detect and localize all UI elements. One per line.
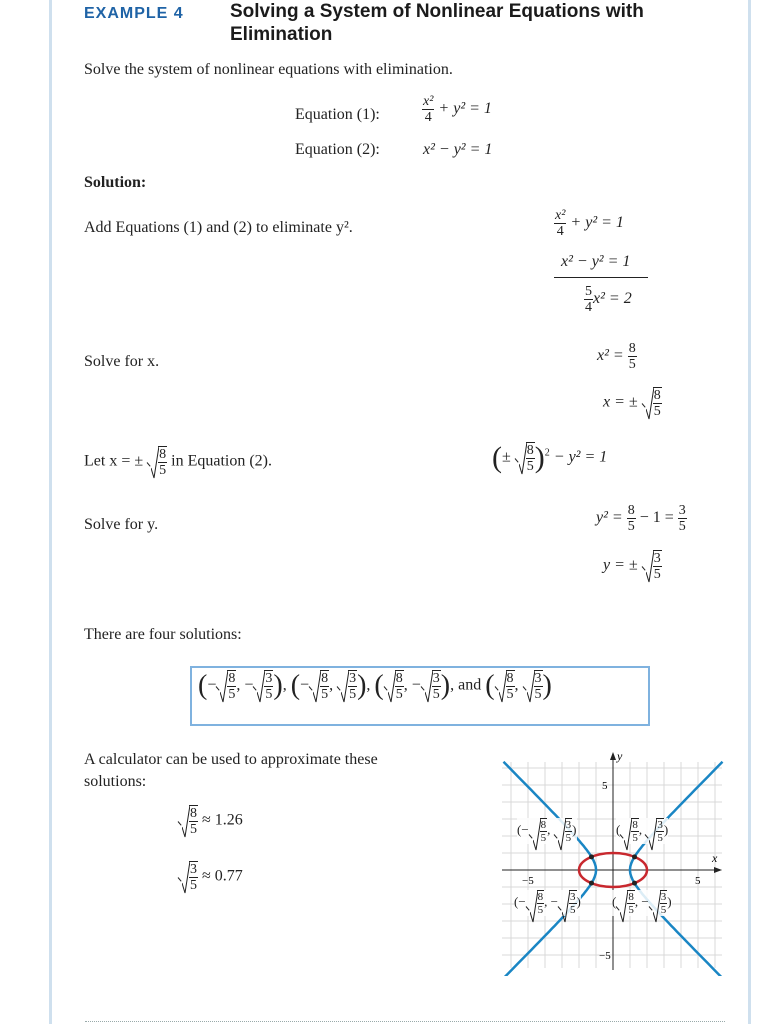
x2-eq (597, 341, 637, 372)
work-line3-den: 4 (585, 300, 592, 315)
four-solutions-text: There are four solutions: (84, 626, 242, 643)
y-eq (603, 550, 662, 582)
work-line1-den: 4 (556, 224, 564, 239)
y-axis-label: y (617, 749, 623, 763)
y2-eq-mid: − 1 = (639, 509, 674, 527)
sub-rest: − y² = 1 (553, 448, 608, 466)
intersection-point (589, 854, 594, 859)
work-line1-num: x² (555, 208, 566, 223)
y-eq-num: 3 (653, 551, 661, 566)
x-eq-num: 8 (653, 388, 661, 403)
radical-icon (646, 387, 654, 421)
y2-eq-den: 5 (627, 519, 635, 534)
hyperbola-right-branch (630, 762, 723, 976)
y-eq-sqrt (642, 550, 662, 582)
radical-icon (220, 670, 228, 704)
y2-eq-num2: 3 (678, 503, 686, 518)
step3-post: in Equation (2). (171, 452, 272, 470)
approx-1-value: ≈ 1.26 (202, 811, 243, 829)
x-eq (603, 387, 662, 419)
approx-text: A calculator can be used to approximate these solutions: (84, 751, 378, 790)
radical-icon (151, 446, 159, 480)
eq1-label: Equation (1): (295, 106, 380, 123)
x-eq-den: 5 (653, 404, 661, 419)
y2-eq-den2: 5 (678, 519, 686, 534)
approx-2: $\frac{3}{5}$ ≈ 0.77 (178, 861, 243, 893)
eq1-den: 4 (424, 110, 432, 125)
x-eq-sqrt (642, 387, 662, 419)
point-label-q4: ( $\frac{8}{5}$ , − $\frac{3}{5}$ ) (612, 890, 672, 916)
intersection-point (632, 881, 637, 886)
right-margin-rule (748, 0, 751, 1024)
y2-eq (596, 503, 687, 534)
graph (500, 748, 724, 976)
point-label-q1: ( $\frac{8}{5}$ , $\frac{3}{5}$ ) (616, 818, 668, 844)
y2-eq-num: 8 (627, 503, 635, 518)
example-label: EXAMPLE 4 (84, 5, 184, 22)
step3-sqrt (147, 446, 167, 478)
sub-num: 8 (526, 443, 534, 458)
solution-heading: Solution: (84, 174, 147, 191)
step2-text: Solve for x. (84, 353, 160, 370)
open-paren: ( (492, 441, 502, 474)
radical-icon (257, 670, 265, 704)
sub-den: 5 (526, 459, 534, 474)
step3-pre: Let x = ± (84, 452, 144, 470)
solutions-list: (− $\frac{8}{5}$ , − $\frac{3}{5}$ ), (− $\frac{8}{5}$ , $\frac{3}{5}$ ), ( $\frac{8}{5}$ , − $\frac{3}{5}$ ), and ( $\frac{8}{5}$ , $\frac{3}{5}$ ) (198, 670, 552, 702)
squared-exp: 2 (544, 447, 550, 459)
point-label-q3: (− $\frac{8}{5}$ , − $\frac{3}{5}$ ) (514, 890, 581, 916)
point-label-q2: (− $\frac{8}{5}$ , $\frac{3}{5}$ ) (517, 818, 577, 844)
x2-eq-den: 5 (628, 357, 636, 372)
radical-icon (624, 818, 632, 852)
x-tick-5: 5 (695, 875, 701, 887)
radical-icon (341, 670, 349, 704)
eq1 (422, 94, 492, 125)
y-eq-lhs: y = ± (603, 556, 638, 574)
step3-text (84, 446, 272, 478)
example-title: Solving a System of Nonlinear Equations with Elimination (230, 1, 644, 45)
hyperbola-left-branch (504, 762, 597, 976)
approx-1: $\frac{8}{5}$ ≈ 1.26 (178, 805, 243, 837)
sum-rule (554, 277, 648, 278)
radical-icon (620, 890, 628, 924)
radical-icon (649, 818, 657, 852)
y2-eq-lhs: y² = (596, 509, 623, 527)
x-tick-neg-5: −5 (522, 875, 534, 887)
left-margin-rule (49, 0, 52, 1024)
eq2: x² − y² = 1 (423, 141, 493, 158)
radical-icon (646, 550, 654, 584)
intersection-point (632, 854, 637, 859)
y-tick-5: 5 (602, 780, 608, 792)
radical-icon (519, 442, 527, 476)
radical-icon (425, 670, 433, 704)
radical-icon (530, 890, 538, 924)
radical-icon (562, 890, 570, 924)
work-line2: x² − y² = 1 (561, 253, 631, 270)
radical-icon (182, 805, 190, 839)
intro-text: Solve the system of nonlinear equations with elimination. (84, 61, 453, 78)
radical-icon (558, 818, 566, 852)
step4-text: Solve for y. (84, 516, 159, 533)
x-axis-label: x (712, 851, 718, 865)
x-axis-arrow (714, 867, 722, 873)
y-tick-neg-5: −5 (599, 950, 611, 962)
radical-icon (653, 890, 661, 924)
y-axis-arrow (610, 752, 616, 760)
radical-icon (313, 670, 321, 704)
radical-icon (527, 670, 535, 704)
step1-text: Add Equations (1) and (2) to eliminate y². (84, 219, 353, 236)
step3-den: 5 (159, 463, 167, 478)
radical-icon (499, 670, 507, 704)
close-paren: ) (534, 441, 545, 474)
x2-eq-num: 8 (628, 341, 636, 356)
y-eq-den: 5 (653, 567, 661, 582)
substitution (492, 441, 607, 475)
sub-sqrt (515, 442, 535, 474)
work-line1-rest: + y² = 1 (570, 214, 624, 232)
approx-2-value: ≈ 0.77 (202, 867, 243, 885)
and-word: and (458, 676, 482, 694)
x-eq-lhs: x = ± (603, 393, 638, 411)
work-line3-rest: x² = 2 (593, 290, 632, 308)
radical-icon (533, 818, 541, 852)
eq2-label: Equation (2): (295, 141, 380, 158)
bottom-dotted-rule (85, 1021, 725, 1022)
work-line3-num: 5 (585, 284, 592, 299)
x2-eq-lhs: x² = (597, 347, 624, 365)
work-line3 (584, 284, 632, 315)
eq1-rest: + y² = 1 (438, 100, 492, 118)
radical-icon (388, 670, 396, 704)
intersection-point (589, 881, 594, 886)
pm-sign: ± (502, 448, 511, 466)
step3-num: 8 (159, 447, 167, 462)
eq1-num: x² (423, 94, 434, 109)
solutions-box (190, 666, 650, 726)
radical-icon (182, 861, 190, 895)
work-line1 (554, 208, 624, 239)
